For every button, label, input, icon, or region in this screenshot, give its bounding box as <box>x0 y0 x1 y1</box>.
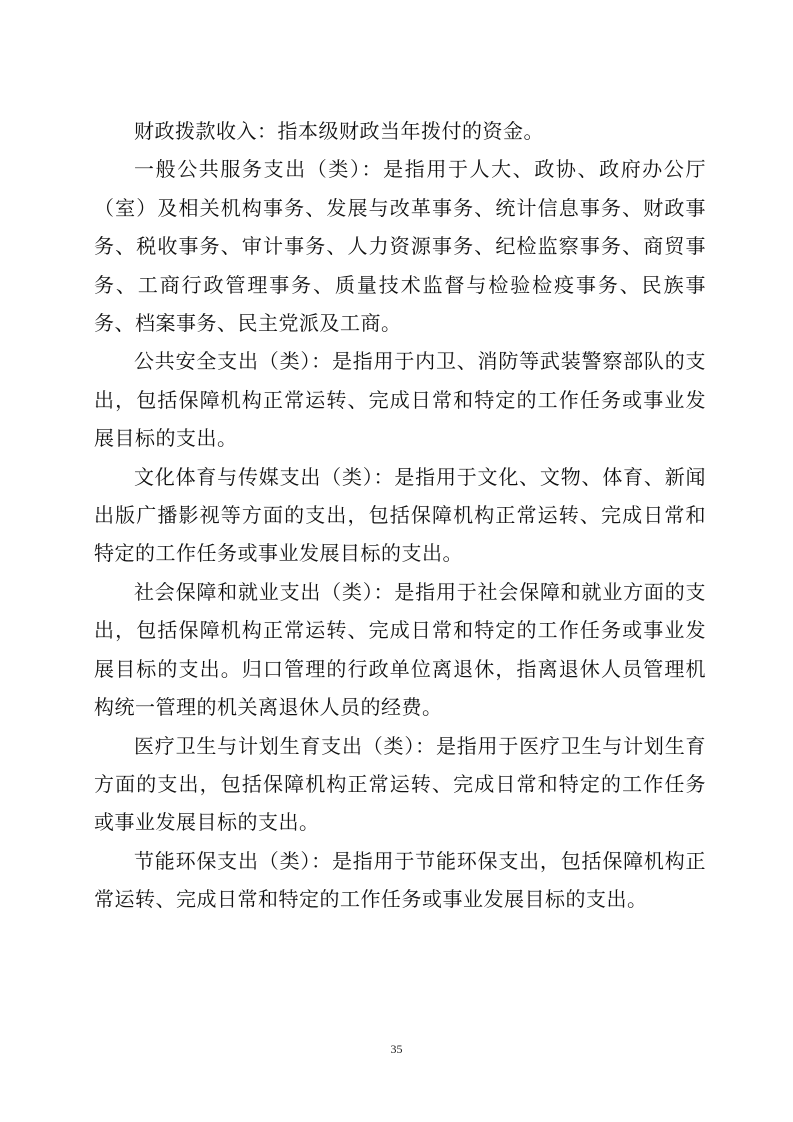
paragraph-energy-environment: 节能环保支出（类）：是指用于节能环保支出，包括保障机构正常运转、完成日常和特定的工作任务或事业发展目标的支出。 <box>94 848 706 912</box>
paragraph-public-safety: 公共安全支出（类）：是指用于内卫、消防等武装警察部队的支出，包括保障机构正常运转、完成日常和特定的工作任务或事业发展目标的支出。 <box>94 349 706 451</box>
paragraph-health-family-planning: 医疗卫生与计划生育支出（类）：是指用于医疗卫生与计划生育方面的支出，包括保障机构正常运转、完成日常和特定的工作任务或事业发展目标的支出。 <box>94 733 706 835</box>
paragraph-general-public-services: 一般公共服务支出（类）：是指用于人大、政协、政府办公厅（室）及相关机构事务、发展与改革事务、统计信息事务、财政事务、税收事务、审计事务、人力资源事务、纪检监察事务、商贸事务、工商行政管理事务、质量技术监督与检验检疫事务、民族事务、档案事务、民主党派及工商。 <box>94 157 706 336</box>
paragraph-fiscal-appropriation-income: 财政拨款收入：指本级财政当年拨付的资金。 <box>134 119 544 143</box>
page-number: 35 <box>390 1042 403 1056</box>
body-text <box>94 112 706 919</box>
paragraph-social-security-employment: 社会保障和就业支出（类）：是指用于社会保障和就业方面的支出，包括保障机构正常运转、完成日常和特定的工作任务或事业发展目标的支出。归口管理的行政单位离退休，指离退休人员管理机构统一管理的机关离退休人员的经费。 <box>94 579 706 720</box>
paragraph-culture-sports-media: 文化体育与传媒支出（类）：是指用于文化、文物、体育、新闻出版广播影视等方面的支出，包括保障机构正常运转、完成日常和特定的工作任务或事业发展目标的支出。 <box>94 464 706 566</box>
